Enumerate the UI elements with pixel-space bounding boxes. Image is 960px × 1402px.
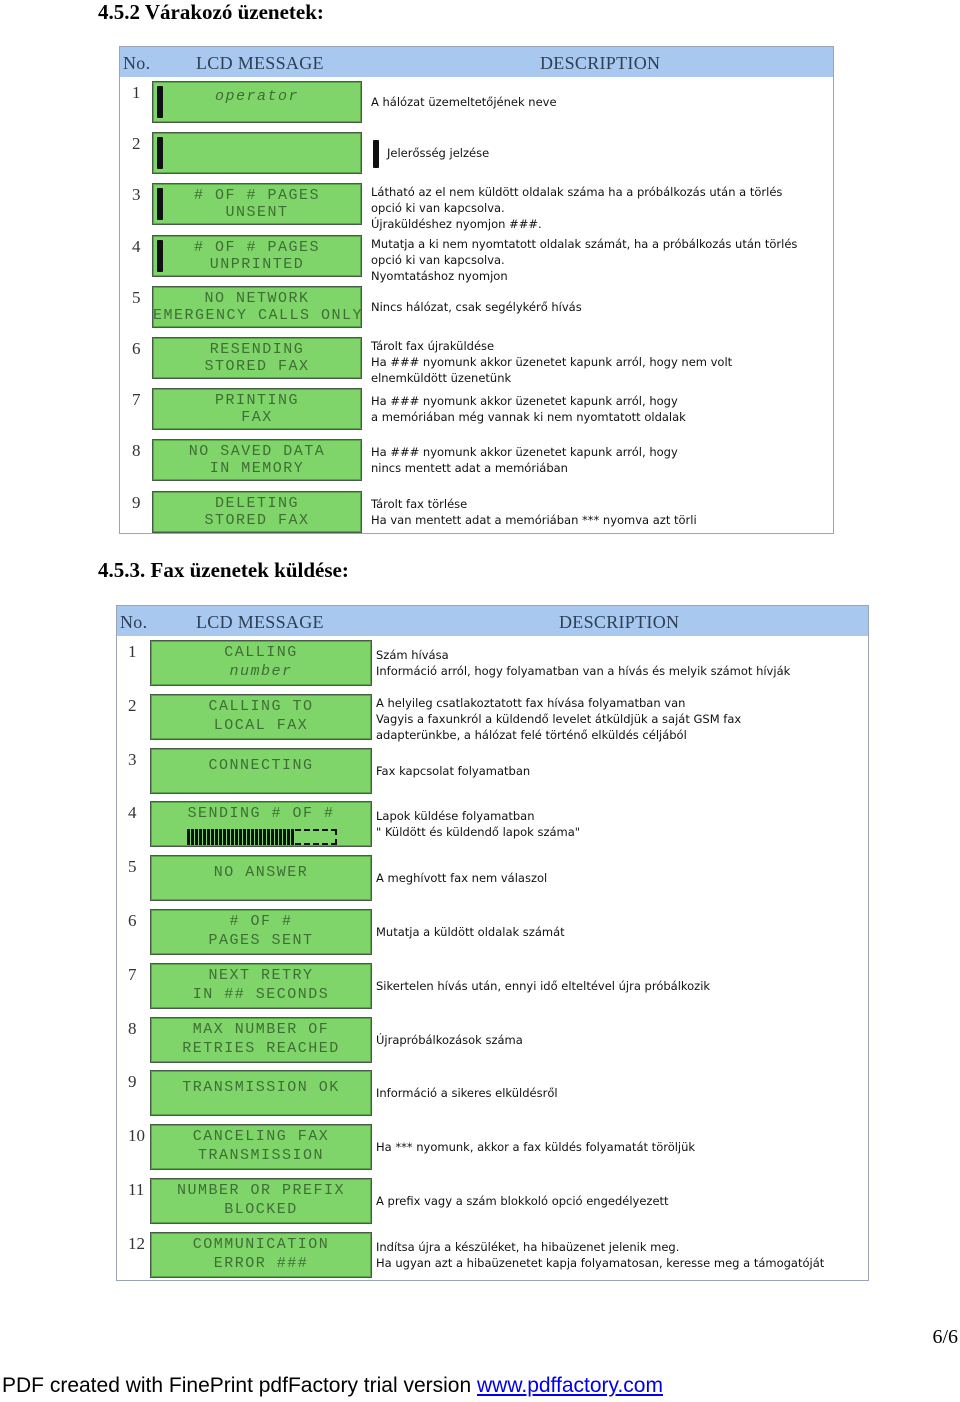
description-line: Nyomtatáshoz nyomjon <box>371 268 508 283</box>
description-line: Jelerősség jelzése <box>387 146 490 161</box>
table-row <box>117 1124 868 1178</box>
lcd-text-line: LOCAL FAX <box>213 716 309 734</box>
lcd-text-line: IN ## SECONDS <box>192 985 330 1003</box>
row-description <box>371 338 732 386</box>
lcd-text-line: STORED FAX <box>204 511 310 529</box>
table-header <box>117 606 868 636</box>
row-description <box>376 763 530 779</box>
lcd-text-line: RETRIES REACHED <box>182 1039 340 1057</box>
progress-bar <box>187 829 337 845</box>
lcd-display <box>152 81 362 123</box>
lcd-text-line: CANCELING FAX <box>192 1128 330 1146</box>
lcd-display <box>150 855 372 901</box>
table-row <box>117 909 868 963</box>
lcd-display <box>152 286 362 328</box>
description-line: Nincs hálózat, csak segélykérő hívás <box>371 299 582 314</box>
row-description <box>371 299 582 315</box>
row-description <box>376 647 790 679</box>
description-line: Ha ugyan azt a hibaüzenetet kapja folyamatosan, keresse meg a támogatóját <box>376 1255 825 1270</box>
lcd-text-line: FAX <box>241 409 273 427</box>
row-number: 6 <box>132 339 141 358</box>
row-number: 2 <box>128 695 137 715</box>
lcd-text-line: CONNECTING <box>208 756 314 774</box>
row-number: 5 <box>128 857 137 877</box>
lcd-text-line: STORED FAX <box>204 358 310 375</box>
description-line: A helyileg csatlakoztatott fax hívása folyamatban van <box>376 695 686 710</box>
table-row <box>120 439 833 490</box>
header-no: No. <box>123 53 151 73</box>
lcd-text-line: BLOCKED <box>224 1201 298 1218</box>
row-description <box>376 978 710 994</box>
row-number: 12 <box>128 1233 145 1253</box>
row-number: 5 <box>132 287 141 307</box>
row-number: 8 <box>128 1018 137 1038</box>
description-line: Lapok küldése folyamatban <box>376 809 535 824</box>
description-line: opció ki van kapcsolva. <box>371 201 505 216</box>
header-description: DESCRIPTION <box>540 53 661 73</box>
lcd-text-line: UNSENT <box>225 204 289 222</box>
description-line: Indítsa újra a készüléket, ha hibaüzenet jelenik meg. <box>376 1239 680 1254</box>
row-number: 3 <box>128 749 137 769</box>
fax-send-messages-table <box>116 605 869 1281</box>
row-description <box>376 1085 558 1101</box>
table-row <box>117 855 868 909</box>
signal-strength-icon <box>373 140 379 168</box>
lcd-display <box>150 1232 372 1278</box>
description-line: Információ a sikeres elküldésről <box>376 1086 558 1101</box>
lcd-text-line: EMERGENCY CALLS ONLY <box>153 306 364 324</box>
description-line: Újraküldéshez nyomjon ###. <box>371 217 542 232</box>
description-line: Ha ### nyomunk akkor üzenetet kapunk arról, hogy <box>371 445 678 460</box>
lcd-text-line: # OF # <box>229 913 293 930</box>
description-line: Fax kapcsolat folyamatban <box>376 763 531 778</box>
table-row <box>117 640 868 694</box>
row-number: 3 <box>132 185 141 205</box>
section-heading: 4.5.3. Fax üzenetek küldése: <box>98 558 349 582</box>
row-number: 4 <box>128 803 137 823</box>
lcd-text-line: CALLING <box>224 644 298 661</box>
description-line: Tárolt fax újraküldése <box>371 339 495 353</box>
header-description: DESCRIPTION <box>559 612 680 632</box>
row-description <box>376 870 547 886</box>
lcd-display <box>150 694 372 740</box>
description-line: " Küldött és küldendő lapok száma" <box>376 825 581 840</box>
description-line: Információ arról, hogy folyamatban van a hívás és melyik számot hívják <box>376 664 791 678</box>
section-heading: 4.5.2 Várakozó üzenetek: <box>98 0 324 24</box>
footer-link[interactable]: www.pdffactory.com <box>477 1374 663 1397</box>
lcd-display <box>152 235 362 277</box>
lcd-display <box>150 1070 372 1116</box>
table-row <box>120 491 833 542</box>
page-number: 6/6 <box>932 1326 958 1348</box>
lcd-text-line: NO SAVED DATA <box>188 443 326 461</box>
lcd-display <box>150 640 372 686</box>
lcd-display <box>150 909 372 955</box>
table-row <box>120 337 833 388</box>
lcd-display <box>150 1178 372 1224</box>
description-line: Mutatja a küldött oldalak számát <box>376 925 565 939</box>
row-number: 7 <box>128 964 137 984</box>
lcd-text-line: PRINTING <box>214 392 299 410</box>
lcd-text-line: CALLING TO <box>208 697 314 715</box>
description-line: Újrapróbálkozások száma <box>376 1032 523 1047</box>
row-number: 6 <box>128 911 137 930</box>
table-row <box>117 1070 868 1124</box>
signal-strength-icon <box>157 188 163 220</box>
table-row <box>117 1232 868 1286</box>
header-no: No. <box>120 612 148 632</box>
description-line: elnemküldött üzenetünk <box>371 371 512 385</box>
row-description <box>376 1139 695 1155</box>
row-number: 7 <box>132 390 141 410</box>
row-number: 2 <box>132 134 141 154</box>
lcd-text-line: # OF # PAGES <box>193 238 321 256</box>
description-line: nincs mentett adat a memóriában <box>371 461 568 476</box>
header-lcd: LCD MESSAGE <box>196 612 324 632</box>
row-number: 9 <box>132 492 141 512</box>
table-row <box>120 286 833 337</box>
description-line: Ha van mentett adat a memóriában *** nyomva azt törli <box>371 512 697 527</box>
description-line: Ha ### nyomunk akkor üzenetet kapunk arról, hogy nem volt <box>371 355 733 369</box>
table-header <box>120 47 833 77</box>
table-row <box>117 1178 868 1232</box>
description-line: Ha *** nyomunk, akkor a fax küldés folyamatát töröljük <box>376 1140 696 1155</box>
lcd-display <box>150 963 372 1009</box>
lcd-display <box>152 439 362 481</box>
row-number: 1 <box>132 83 141 102</box>
table-row <box>117 694 868 748</box>
description-line: Ha ### nyomunk akkor üzenetet kapunk arról, hogy <box>371 394 678 409</box>
lcd-display <box>150 1124 372 1170</box>
row-description <box>371 393 686 425</box>
lcd-text-line: TRANSMISSION OK <box>182 1079 340 1097</box>
row-description <box>387 145 489 161</box>
lcd-text-line: DELETING <box>214 494 299 512</box>
lcd-text-line: UNPRINTED <box>209 255 305 273</box>
description-line: a memóriában még vannak ki nem nyomtatott oldalak <box>371 410 686 425</box>
lcd-display <box>150 748 372 794</box>
row-description <box>376 1032 523 1048</box>
row-number: 10 <box>128 1126 145 1146</box>
description-line: A meghívott fax nem válaszol <box>376 871 548 886</box>
lcd-display <box>152 183 362 225</box>
waiting-messages-table <box>119 46 834 534</box>
lcd-display <box>150 801 372 847</box>
table-row <box>117 1017 868 1071</box>
lcd-text-line: ERROR ### <box>213 1254 309 1272</box>
progress-remaining <box>295 829 337 845</box>
table-row <box>120 388 833 439</box>
lcd-text-line: NUMBER OR PREFIX <box>176 1182 346 1199</box>
row-number: 4 <box>132 236 141 256</box>
footer-text: PDF created with FinePrint pdfFactory trial version <box>2 1374 478 1397</box>
lcd-text-line: SENDING # OF # <box>187 805 335 823</box>
pdf-footer <box>2 1374 663 1398</box>
row-description <box>376 695 741 743</box>
row-number: 11 <box>128 1180 145 1199</box>
description-line: Tárolt fax törlése <box>371 496 468 511</box>
description-line: Vagyis a faxunkról a küldendő levelet átküldjük a saját GSM fax <box>376 711 742 726</box>
lcd-text-line: COMMUNICATION <box>192 1235 330 1253</box>
header-lcd: LCD MESSAGE <box>196 53 324 73</box>
lcd-display <box>152 132 362 174</box>
row-description <box>376 808 580 840</box>
signal-strength-icon <box>157 240 163 272</box>
description-line: Mutatja a ki nem nyomtatott oldalak számát, ha a próbálkozás után törlés <box>371 236 798 251</box>
lcd-text-line: operator <box>214 88 299 105</box>
table-row <box>120 183 833 234</box>
table-row <box>117 748 868 802</box>
description-line: A hálózat üzemeltetőjének neve <box>371 95 557 109</box>
lcd-text-line: number <box>229 663 293 680</box>
description-line: A prefix vagy a szám blokkoló opció engedélyezett <box>376 1194 669 1208</box>
lcd-display <box>152 491 362 533</box>
row-description <box>371 236 797 284</box>
row-number: 8 <box>132 441 141 461</box>
table-row <box>117 963 868 1017</box>
description-line: Sikertelen hívás után, ennyi idő elteltével újra próbálkozik <box>376 978 711 993</box>
lcd-display <box>152 388 362 430</box>
row-number: 9 <box>128 1072 137 1092</box>
row-description <box>371 184 782 232</box>
row-description <box>371 444 678 476</box>
lcd-display <box>150 1017 372 1063</box>
lcd-text-line: # OF # PAGES <box>193 187 321 205</box>
progress-fill <box>187 829 295 845</box>
lcd-text-line: NEXT RETRY <box>208 966 314 984</box>
table-row <box>117 801 868 855</box>
lcd-text-line: RESENDING <box>209 341 305 358</box>
description-line: opció ki van kapcsolva. <box>371 252 505 267</box>
table-row <box>120 132 833 183</box>
row-description <box>371 94 557 110</box>
lcd-display <box>152 337 362 379</box>
lcd-text-line: TRANSMISSION <box>197 1147 325 1165</box>
lcd-text-line: NO ANSWER <box>213 864 309 882</box>
table-row <box>120 235 833 286</box>
description-line: adapterünkbe, a hálózat felé történő elküldés céljából <box>376 727 687 742</box>
description-line: Szám hívása <box>376 648 449 662</box>
lcd-text-line: MAX NUMBER OF <box>192 1020 330 1038</box>
lcd-text-line: NO NETWORK <box>204 289 310 307</box>
lcd-text-line: PAGES SENT <box>208 932 314 949</box>
row-description <box>376 1193 669 1209</box>
signal-strength-icon <box>157 86 163 118</box>
row-description <box>371 496 697 528</box>
lcd-text-line: IN MEMORY <box>209 460 305 478</box>
row-number: 1 <box>128 642 137 661</box>
table-row <box>120 81 833 132</box>
signal-strength-icon <box>157 137 163 169</box>
row-description <box>376 924 565 940</box>
row-description <box>376 1239 824 1271</box>
description-line: Látható az el nem küldött oldalak száma ha a próbálkozás után a törlés <box>371 185 783 200</box>
